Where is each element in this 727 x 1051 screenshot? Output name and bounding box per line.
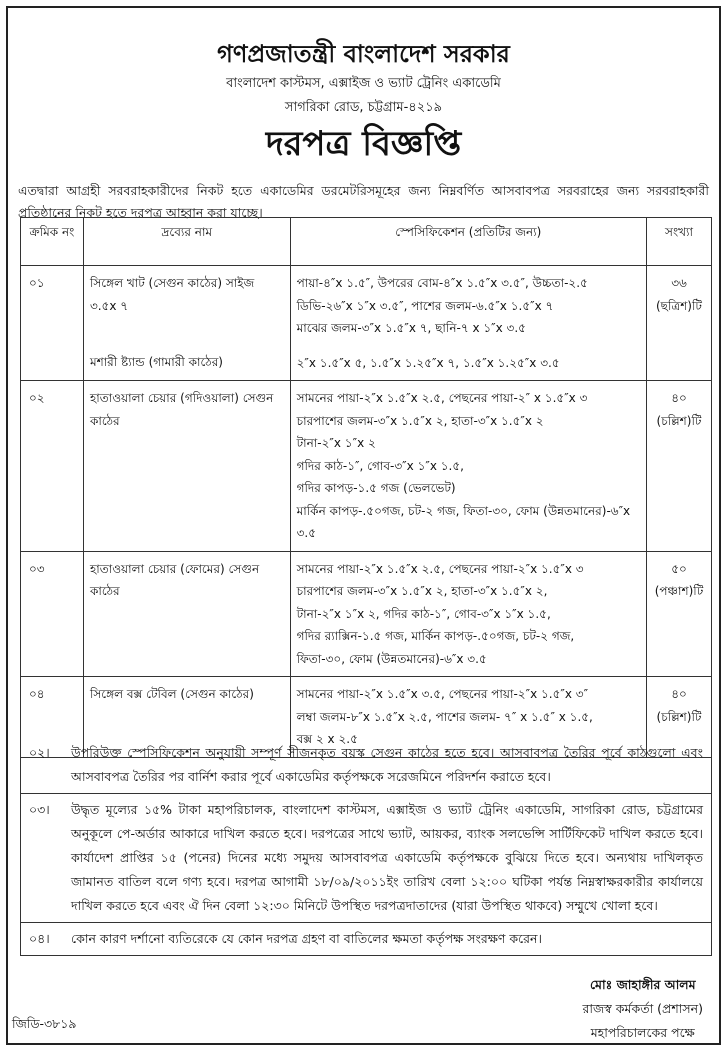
spec-line: টানা-২″x ১″x ২, গদির কাঠ-১″, গোব-৩″x ১″x ১.৫, bbox=[296, 606, 551, 621]
signatory-name: মোঃ জাহাঙ্গীর আলম bbox=[589, 977, 696, 992]
notice-title: দরপত্র বিজ্ঞপ্তি bbox=[265, 124, 462, 164]
spec-line: গদির কাপড়-১.৫ গজ (ভেলভেট) bbox=[296, 481, 456, 495]
row-item-name: সিঙ্গেল বক্স টেবিল (সেগুন কাঠের) bbox=[89, 687, 254, 701]
spec-line: মাঝের জলম-৩″x ১.৫″x ৭, ছানি-৭ x ১″x ৩.৫ bbox=[296, 321, 526, 335]
signatory-designation: রাজস্ব কর্মকর্তা (প্রশাসন) bbox=[582, 1001, 703, 1016]
term-item bbox=[20, 794, 712, 923]
signature-block bbox=[583, 973, 704, 1045]
header-spec: স্পেসিফিকেশন (প্রতিটির জন্য) bbox=[290, 218, 646, 266]
header-serial: ক্রমিক নং bbox=[21, 218, 84, 266]
row-qty: ৪০ bbox=[671, 687, 687, 701]
row-qty-words: (চল্লিশ)টি bbox=[656, 709, 702, 724]
row-qty-words: (ছত্রিশ)টি bbox=[656, 298, 702, 313]
row-qty-words: (চল্লিশ)টি bbox=[656, 413, 702, 428]
term-number: ০৩। bbox=[29, 802, 50, 817]
row-item-name: হাতাওয়ালা চেয়ার (গদিওয়ালা) সেগুন কাঠের bbox=[89, 391, 274, 428]
spec-line: বক্স ২ x ২.৫ bbox=[296, 732, 358, 746]
spec-line: সামনের পায়া-২″x ১.৫″x ৩.৫, পেছনের পায়া-২″x ১.৫″x ৩″ bbox=[296, 687, 589, 701]
table-row bbox=[21, 266, 712, 381]
table-header-row bbox=[21, 218, 712, 266]
table-row bbox=[21, 551, 712, 677]
spec-line: পায়া-৪″x ১.৫″, উপরের বোম-৪″x ১.৫″x ৩.৫″, উচ্চতা-২.৫ bbox=[296, 276, 588, 290]
table-row bbox=[21, 381, 712, 552]
row-qty-words: (পঞ্চাশ)টি bbox=[654, 584, 704, 598]
spec-line: লম্বা জলম-৮″x ১.৫″x ২.৫, পাশের জলম- ৭″ x ১.৫″ x ১.৫, bbox=[296, 709, 593, 724]
term-item bbox=[20, 737, 712, 794]
terms-section bbox=[20, 737, 712, 956]
items-table bbox=[20, 217, 712, 758]
spec-line: ডিভি-২৬″x ১″x ৩.৫″, পাশের জলম-৬.৫″x ১.৫″x ৭ bbox=[296, 298, 554, 313]
spec-line: গদির র‍্যাক্সিন-১.৫ গজ, মার্কিন কাপড়-.৫০গজ, চট-২ গজ, bbox=[296, 629, 575, 643]
header-qty: সংখ্যা bbox=[646, 218, 711, 266]
signatory-on-behalf: মহাপরিচালকের পক্ষে bbox=[590, 1025, 695, 1040]
spec-line: চারপাশের জলম-৩″x ১.৫″x ২, হাতা-৩″x ১.৫″x ২ bbox=[296, 413, 544, 428]
term-item bbox=[20, 923, 712, 956]
spec-line: মার্কিন কাপড়-.৫০গজ, চট-২ গজ, ফিতা-৩০, ফোম (উন্নতমানের)-৬″x ৩.৫ bbox=[296, 503, 631, 540]
spec-line: ২″x ১.৫″x ৫, ১.৫″x ১.২৫″x ৭, ১.৫″x ১.২৫″x ৩.৫ bbox=[296, 355, 560, 370]
spec-line: গদির কাঠ-১″, গোব-৩″x ১″x ১.৫, bbox=[296, 458, 464, 473]
row-serial: ০৩ bbox=[29, 561, 45, 576]
row-item-name-secondary: মশারী ষ্ট্যান্ড (গামারী কাঠের) bbox=[89, 355, 223, 369]
term-text: উপরিউক্ত স্পেসিফিকেশন অনুযায়ী সম্পূর্ণ সীজনকৃত বয়স্ক সেগুন কাঠের হতে হবে। আসবাবপত্র তৈরির পূর্বে কাঠগুলো এবং আসবাবপত্র তৈরির পর বার্নিশ করার পূর্বে একাডেমির কর্তৃপক্ষকে সরেজমিনে পরিদর্শন করাতে হবে। bbox=[71, 745, 703, 784]
row-item-name: সিঙ্গেল খাট (সেগুন কাঠের) সাইজ ৩.৫x ৭ bbox=[89, 276, 255, 313]
row-item-name: হাতাওয়ালা চেয়ার (ফোমের) সেগুন কাঠের bbox=[89, 561, 260, 598]
row-serial: ০২ bbox=[29, 391, 45, 405]
spec-line: চারপাশের জলম-৩″x ১.৫″x ২, হাতা-৩″x ১.৫″x ২, bbox=[296, 584, 548, 598]
row-qty: ৪০ bbox=[671, 391, 687, 405]
term-number: ০৪। bbox=[29, 931, 50, 946]
government-title: গণপ্রজাতন্ত্রী বাংলাদেশ সরকার bbox=[217, 40, 510, 68]
row-qty: ৫০ bbox=[671, 561, 687, 576]
row-serial: ০১ bbox=[29, 276, 45, 290]
row-qty: ৩৬ bbox=[671, 276, 687, 290]
academy-address: সাগরিকা রোড, চট্টগ্রাম-৪২১৯ bbox=[284, 100, 443, 115]
intro-paragraph: এতদ্বারা আগ্রহী সরবরাহকারীদের নিকট হতে একাডেমির ডরমেটরিসমূহের জন্য নিম্নবর্ণিত আসবাবপত্র সরবরাহের জন্য সরবরাহকারী প্রতিষ্ঠানের নিকট হতে দরপত্র আহ্বান করা যাচ্ছে। bbox=[18, 183, 709, 220]
gd-number: জিডি-৩৮১৯ bbox=[12, 1016, 77, 1031]
spec-line: ফিতা-৩০, ফোম (উন্নতমানের)-৬″x ৩.৫ bbox=[296, 651, 487, 666]
spec-line: টানা-২″x ১″x ২ bbox=[296, 436, 376, 450]
spec-line: সামনের পায়া-২″x ১.৫″x ২.৫, পেছনের পায়া-২″ x ১.৫″x ৩ bbox=[296, 391, 588, 405]
term-text: উদ্ধৃত মূল্যের ১৫% টাকা মহাপরিচালক, বাংলাদেশ কাস্টমস, এক্সাইজ ও ভ্যাট ট্রেনিং একাডেমি, সাগরিকা রোড, চট্টগ্রামের অনুকূলে পে-অর্ডার আকারে দাখিল করতে হবে। দরপত্রের সাথে ভ্যাট, আয়কর, ব্যাংক সলভেন্সি সার্টিফিকেট দাখিল করতে হবে। কার্যাদেশ প্রাপ্তির ১৫ (পনের) দিনের মধ্যে সমুদয় আসবাবপত্র একাডেমি কর্তৃপক্ষকে বুঝিয়ে দিতে হবে। অন্যথায় দাখিলকৃত জামানত বাতিল বলে গণ্য হবে। দরপত্র আগামী ১৮/০৯/২০১১ইং তারিখ বেলা ১২:০০ ঘটিকা পর্যন্ত নিম্নস্বাক্ষরকারীর কার্যালয়ে দাখিল করতে হবে এবং ঐ দিন বেলা ১২:৩০ মিনিটে উপস্থিত দরপত্রদাতাদের (যারা উপস্থিত থাকবে) সম্মুখে খোলা হবে। bbox=[71, 802, 703, 913]
spec-line: সামনের পায়া-২″x ১.৫″x ২.৫, পেছনের পায়া-২″x ১.৫″x ৩ bbox=[296, 561, 584, 576]
term-text: কোন কারণ দর্শানো ব্যতিরেকে যে কোন দরপত্র গ্রহণ বা বাতিলের ক্ষমতা কর্তৃপক্ষ সংরক্ষণ করেন। bbox=[71, 931, 542, 946]
row-serial: ০৪ bbox=[29, 687, 45, 701]
header-name: দ্রব্যের নাম bbox=[83, 218, 290, 266]
academy-name: বাংলাদেশ কাস্টমস, এক্সাইজ ও ভ্যাট ট্রেনিং একাডেমি bbox=[226, 76, 501, 91]
term-number: ০২। bbox=[29, 745, 50, 760]
